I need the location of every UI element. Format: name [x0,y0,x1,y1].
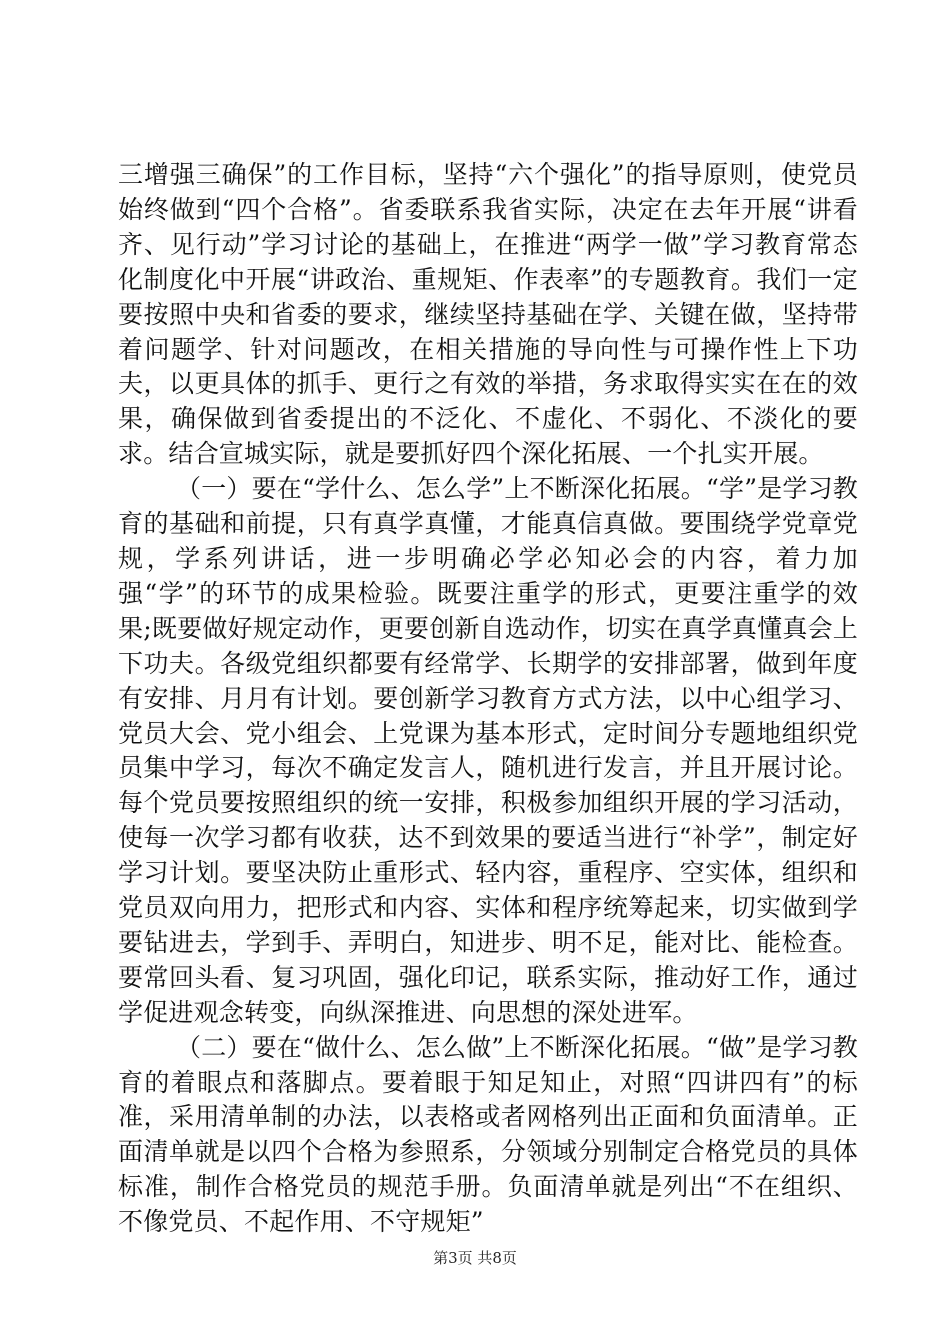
document-body [118,158,858,1240]
page-footer [0,1248,950,1268]
paragraph-section-one: （一）要在“学什么、怎么学”上不断深化拓展。“学”是学习教育的基础和前提，只有真学真懂，才能真信真做。要围绕学党章党规，学系列讲话，进一步明确必学必知必会的内容，着力加强“学”的环节的成果检验。既要注重学的形式，更要注重学的效果;既要做好规定动作，更要创新自选动作，切实在真学真懂真会上下功夫。各级党组织都要有经常学、长期学的安排部署，做到年度有安排、月月有计划。要创新学习教育方式方法，以中心组学习、党员大会、党小组会、上党课为基本形式，定时间分专题地组织党员集中学习，每次不确定发言人，随机进行发言，并且开展讨论。每个党员要按照组织的统一安排，积极参加组织开展的学习活动，使每一次学习都有收获，达不到效果的要适当进行“补学”，制定好学习计划。要坚决防止重形式、轻内容，重程序、空实体，组织和党员双向用力，把形式和内容、实体和程序统筹起来，切实做到学要钻进去，学到手、弄明白，知进步、明不足，能对比、能检查。要常回头看、复习巩固，强化印记，联系实际，推动好工作，通过学促进观念转变，向纵深推进、向思想的深处进军。 [118,474,858,1027]
page-number: 第3页 共8页 [433,1249,517,1267]
paragraph-continuation: 三增强三确保”的工作目标，坚持“六个强化”的指导原则，使党员始终做到“四个合格”。省委联系我省实际，决定在去年开展“讲看齐、见行动”学习讨论的基础上，在推进“两学一做”学习教育常态化制度化中开展“讲政治、重规矩、作表率”的专题教育。我们一定要按照中央和省委的要求，继续坚持基础在学、关键在做，坚持带着问题学、针对问题改，在相关措施的导向性与可操作性上下功夫，以更具体的抓手、更行之有效的举措，务求取得实实在在的效果，确保做到省委提出的不泛化、不虚化、不弱化、不淡化的要求。结合宣城实际，就是要抓好四个深化拓展、一个扎实开展。 [118,160,858,469]
paragraph-section-two: （二）要在“做什么、怎么做”上不断深化拓展。“做”是学习教育的着眼点和落脚点。要着眼于知足知止，对照“四讲四有”的标准，采用清单制的办法，以表格或者网格列出正面和负面清单。正面清单就是以四个合格为参照系，分领域分别制定合格党员的具体标准，制作合格党员的规范手册。负面清单就是列出“不在组织、不像党员、不起作用、不守规矩” [118,1032,858,1237]
